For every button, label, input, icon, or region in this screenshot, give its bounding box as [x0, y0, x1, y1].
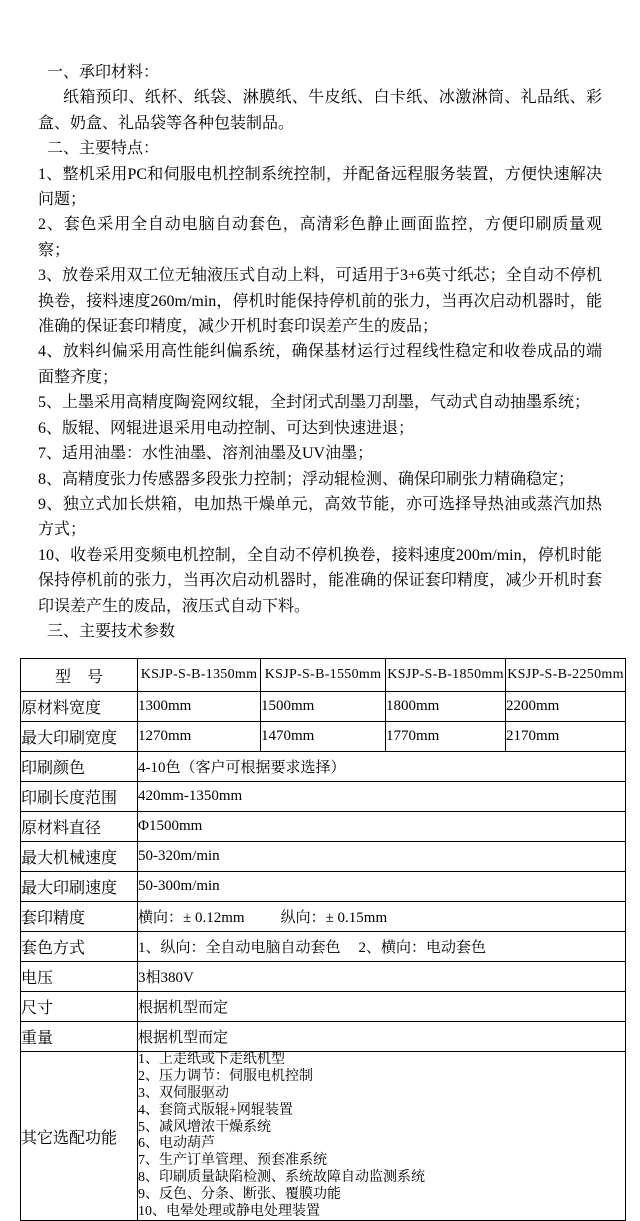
feature-item: 3、放卷采用双工位无轴液压式自动上料，可适用于3+6英寸纸芯；全自动不停机换卷，接料速度260m/min，停机时能保持停机前的张力，当再次启动机器时，能准确的保证套印精度，减少开机时套印误差产生的废品； [38, 267, 602, 336]
param-value-cell: Φ1500mm [138, 812, 626, 842]
model-header-cell: KSJP-S-B-2250mm [506, 659, 626, 692]
table-row [21, 1022, 626, 1052]
table-row [21, 752, 626, 782]
model-header-cell: KSJP-S-B-1350mm [138, 659, 261, 692]
param-value-cell: 3相380V [138, 962, 626, 992]
model-header-cell: KSJP-S-B-1850mm [386, 659, 506, 692]
param-label-cell: 套印精度 [21, 902, 138, 932]
table-row [21, 872, 626, 902]
param-value-cell [138, 902, 626, 932]
param-value-cell [138, 932, 626, 962]
section-materials-heading: 一、承印材料： [47, 64, 160, 81]
table-row [21, 992, 626, 1022]
param-label-cell: 电压 [21, 962, 138, 992]
param-value-cell: 1500mm [261, 692, 386, 722]
feature-item: 6、版辊、网辊进退采用电动控制、可达到快速进退； [38, 419, 415, 437]
table-row [21, 692, 626, 722]
feature-item: 5、上墨采用高精度陶瓷网纹辊，全封闭式刮墨刀刮墨，气动式自动抽墨系统； [38, 394, 591, 412]
param-label-cell: 最大印刷速度 [21, 872, 138, 902]
option-item: 5、减风增浓干燥系统 [138, 1119, 271, 1135]
model-header-cell: KSJP-S-B-1550mm [261, 659, 386, 692]
param-value-cell: 2170mm [506, 722, 626, 752]
param-label-cell: 印刷长度范围 [21, 782, 138, 812]
feature-item: 4、放料纠偏采用高性能纠偏系统，确保基材运行过程线性稳定和收卷成品的端面整齐度； [38, 343, 602, 386]
param-value-cell: 1300mm [138, 692, 261, 722]
option-item: 4、套筒式版辊+网辊装置 [138, 1102, 293, 1118]
value-part: 横向：± 0.12mm [138, 910, 245, 927]
table-header-row [21, 659, 626, 692]
param-label-cell: 重量 [21, 1022, 138, 1052]
document-text [38, 60, 602, 644]
option-item: 1、上走纸或下走纸机型 [138, 1052, 285, 1068]
materials-paragraph: 纸箱预印、纸杯、纸袋、淋膜纸、牛皮纸、白卡纸、冰激淋筒、礼品纸、彩盒、奶盒、礼品袋等各种包装制品。 [38, 89, 602, 132]
table-row [21, 962, 626, 992]
param-value-cell: 1800mm [386, 692, 506, 722]
param-label-cell: 原材料直径 [21, 812, 138, 842]
spec-table [20, 658, 626, 1221]
param-label-cell: 其它选配功能 [21, 1052, 138, 1221]
param-value-cell: 50-320m/min [138, 842, 626, 872]
param-label-cell: 最大印刷宽度 [21, 722, 138, 752]
param-value-cell: 4-10色（客户可根据要求选择） [138, 752, 626, 782]
param-label-cell: 套色方式 [21, 932, 138, 962]
model-header-label-cell: 型 号 [21, 659, 138, 692]
option-item: 9、反色、分条、断张、覆膜功能 [138, 1186, 341, 1202]
param-label-cell: 印刷颜色 [21, 752, 138, 782]
param-value-cell: 2200mm [506, 692, 626, 722]
feature-item: 1、整机采用PC和伺服电机控制系统控制，并配备远程服务装置，方便快速解决问题； [38, 165, 602, 209]
feature-item: 10、收卷采用变频电机控制，全自动不停机换卷，接料速度200m/min，停机时能保持停机前的张力，当再次启动机器时，能准确的保证套印精度，减少开机时套印误差产生的废品，液压式自动下料。 [38, 546, 602, 615]
option-item: 6、电动葫芦 [138, 1136, 215, 1152]
option-item: 3、双伺服驱动 [138, 1085, 229, 1101]
feature-item: 7、适用油墨：水性油墨、溶剂油墨及UV油墨； [38, 445, 374, 463]
table-row [21, 842, 626, 872]
param-value-cell: 根据机型而定 [138, 992, 626, 1022]
param-value-cell: 1470mm [261, 722, 386, 752]
option-item: 7、生产订单管理、预套准系统 [138, 1153, 327, 1169]
feature-item: 8、高精度张力传感器多段张力控制；浮动辊检测、确保印刷张力精确稳定； [38, 470, 575, 488]
option-item: 2、压力调节：伺服电机控制 [138, 1069, 313, 1085]
section-parameters-heading: 三、主要技术参数 [47, 622, 176, 640]
option-item: 8、印刷质量缺陷检测、系统故障自动监测系统 [138, 1169, 425, 1185]
table-row [21, 782, 626, 812]
value-part: 1、纵向：全自动电脑自动套色 [138, 940, 341, 957]
param-label-cell: 尺寸 [21, 992, 138, 1022]
param-value-cell: 1270mm [138, 722, 261, 752]
param-value-cell: 420mm-1350mm [138, 782, 626, 812]
param-label-cell: 最大机械速度 [21, 842, 138, 872]
table-row [21, 1052, 626, 1221]
options-list [138, 1052, 626, 1221]
feature-item: 2、套色采用全自动电脑自动套色，高清彩色静止画面监控，方便印刷质量观察； [38, 216, 602, 259]
param-value-cell: 1770mm [386, 722, 506, 752]
table-row [21, 902, 626, 932]
feature-item: 9、独立式加长烘箱，电加热干燥单元，高效节能，亦可选择导热油或蒸汽加热方式； [38, 495, 602, 539]
table-row [21, 812, 626, 842]
table-row [21, 722, 626, 752]
option-item: 10、电晕处理或静电处理装置 [138, 1203, 320, 1219]
table-row [21, 932, 626, 962]
param-label-cell: 原材料宽度 [21, 692, 138, 722]
features-list [38, 162, 602, 619]
param-value-cell: 50-300m/min [138, 872, 626, 902]
section-features-heading: 二、主要特点： [47, 140, 160, 158]
param-value-cell: 根据机型而定 [138, 1022, 626, 1052]
value-part: 纵向：± 0.15mm [280, 910, 388, 927]
value-part: 2、横向：电动套色 [358, 940, 487, 957]
